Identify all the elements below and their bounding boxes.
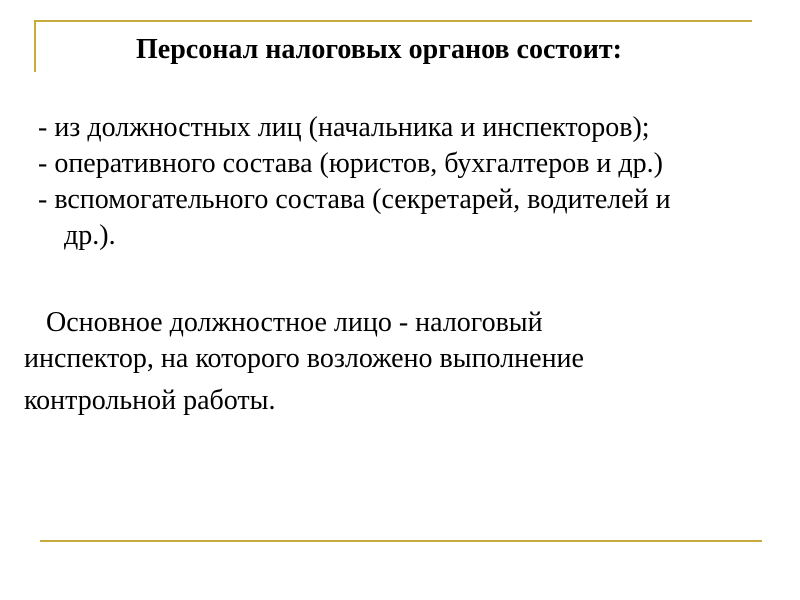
left-decorative-rule	[34, 20, 36, 72]
list-item-operational-staff: - оперативного состава (юристов, бухгалтеров и др.)	[38, 148, 663, 179]
paragraph-line: Основное должностное лицо - налоговый	[46, 307, 543, 338]
bottom-decorative-rule	[40, 540, 762, 542]
paragraph-line: контрольной работы.	[24, 385, 276, 416]
staff-composition-list	[38, 110, 778, 254]
paragraph-line: инспектор, на которого возложено выполнение	[24, 343, 584, 374]
list-item-officials: - из должностных лиц (начальника и инспекторов);	[38, 112, 650, 143]
top-decorative-rule	[34, 20, 752, 22]
list-item-auxiliary-staff-continuation: др.).	[64, 220, 116, 251]
main-official-paragraph	[24, 305, 724, 419]
list-item-auxiliary-staff: - вспомогательного состава (секретарей, водителей и	[38, 184, 671, 215]
slide-title: Персонал налоговых органов состоит:	[136, 34, 622, 65]
